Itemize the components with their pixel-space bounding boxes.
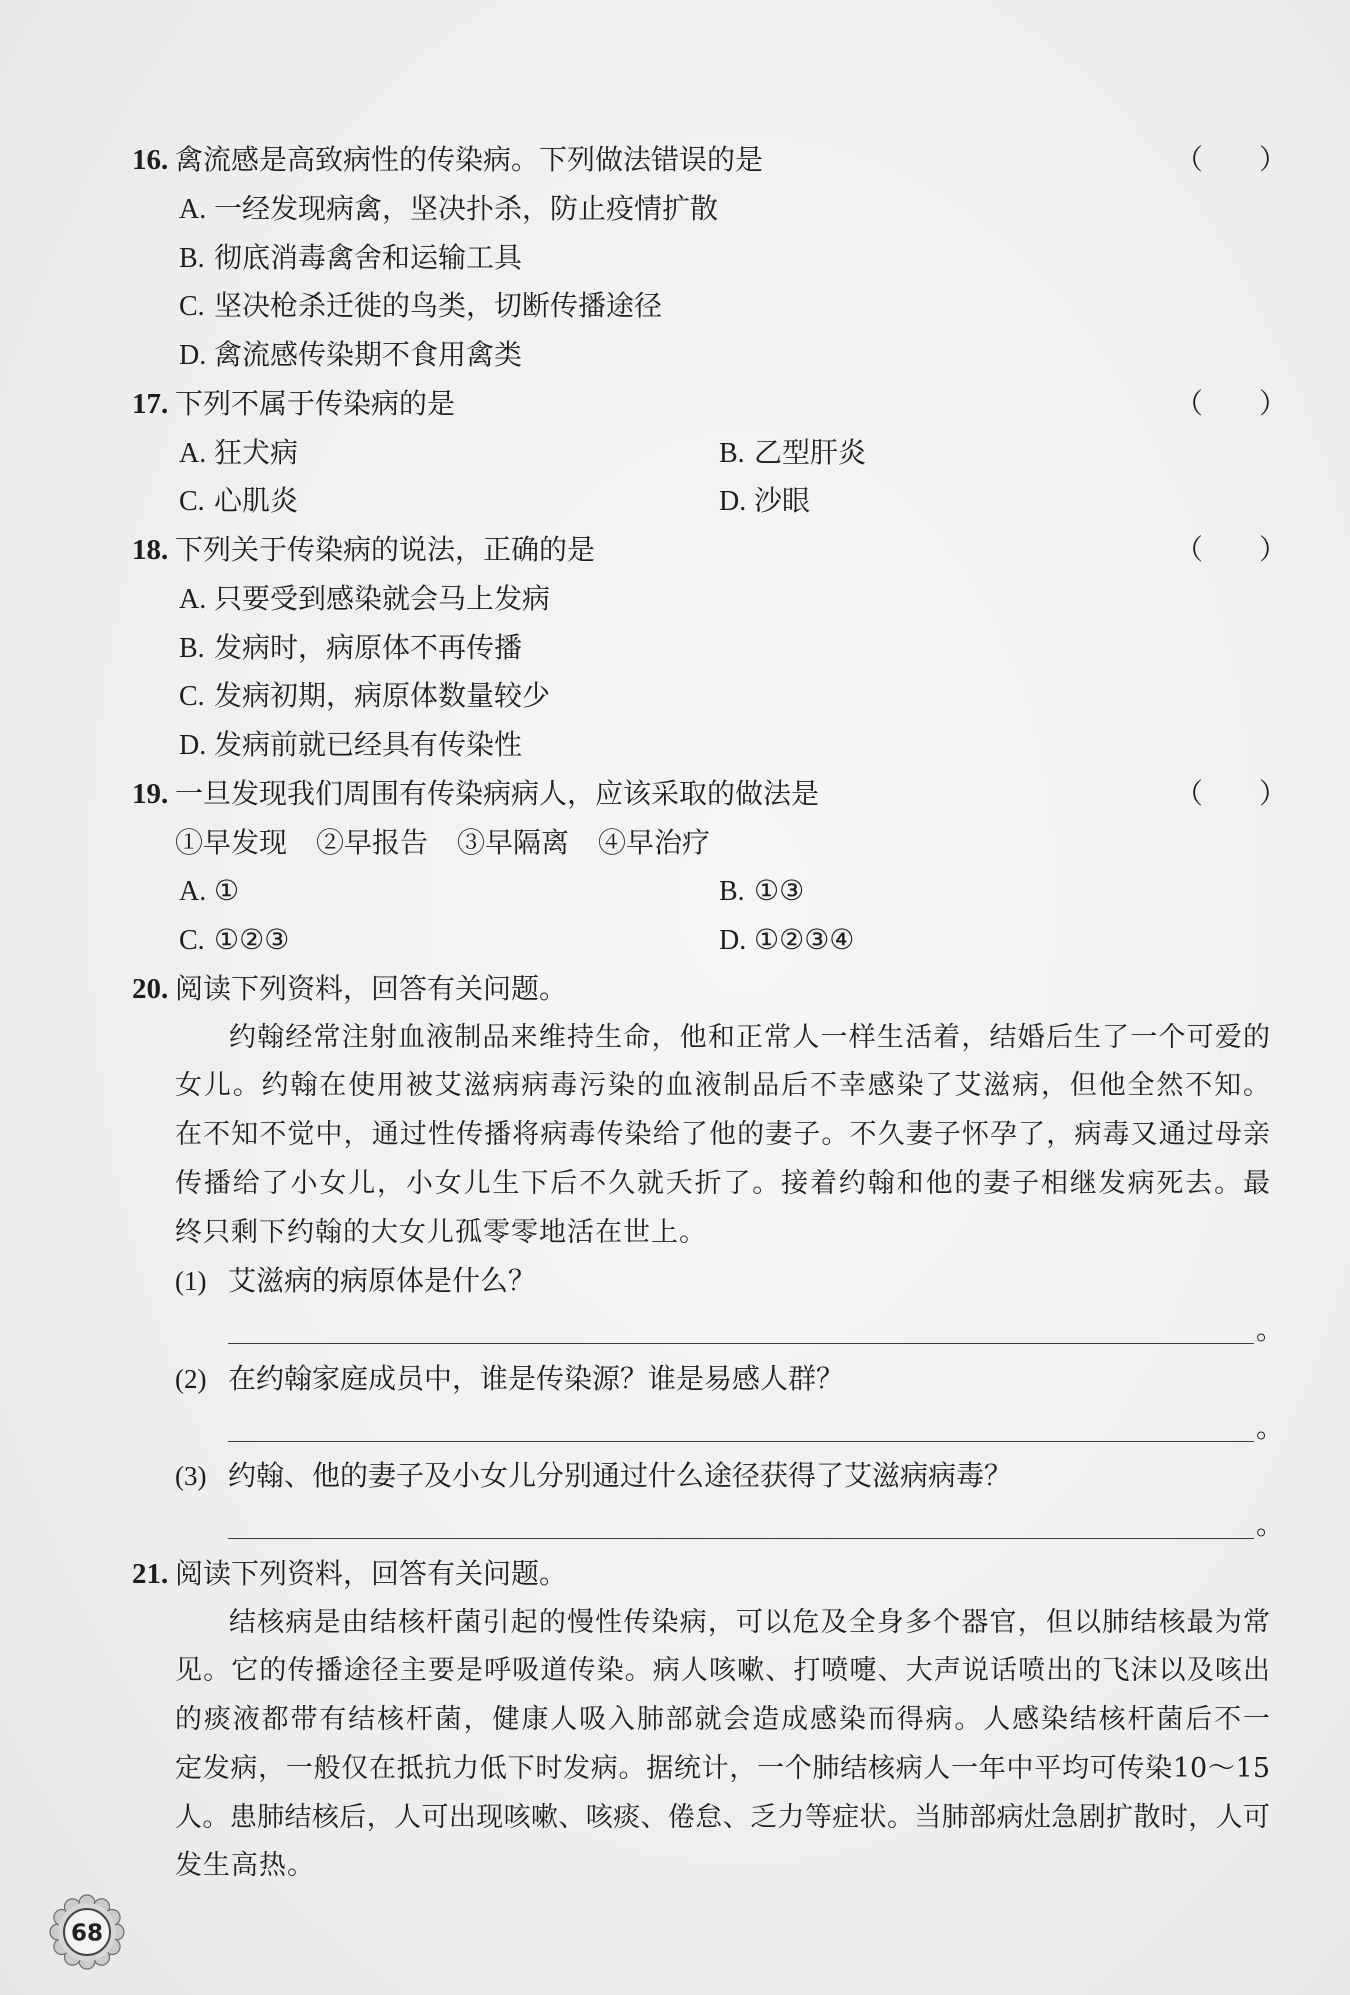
option-text: 坚决枪杀迁徙的鸟类，切断传播途径 <box>214 289 663 323</box>
option-b <box>719 867 804 917</box>
option-text: ①②③④ <box>754 923 855 956</box>
question-number: 19. <box>132 777 169 810</box>
end-mark: 。 <box>1256 1313 1285 1346</box>
option-row <box>132 867 1292 916</box>
option-text: 一经发现病禽，坚决扑杀，防止疫情扩散 <box>214 191 719 225</box>
option-row <box>132 477 1292 526</box>
option-label: C. <box>179 681 205 713</box>
material-line: 约翰经常注射血液制品来维持生命，他和正常人一样生活着，结婚后生了一个可爱的 <box>229 1021 1270 1053</box>
sub-question-text: 在约翰家庭成员中，谁是传染源？谁是易感人群？ <box>228 1361 845 1395</box>
option-text: 只要受到感染就会马上发病 <box>214 581 551 615</box>
option-text: 发病时，病原体不再传播 <box>214 630 523 664</box>
option-row <box>132 282 1292 331</box>
answer-blank-line <box>228 1501 1254 1539</box>
option-label: A. <box>179 876 207 908</box>
option-text: 乙型肝炎 <box>754 435 867 469</box>
material-line: 女儿。约翰在使用被艾滋病病毒污染的血液制品后不幸感染了艾滋病，但他全然不知。 <box>175 1070 1270 1102</box>
answer-bracket: （ ） <box>1175 386 1288 420</box>
statement-2: ②早报告 <box>316 825 429 859</box>
statement-4: ④早治疗 <box>598 825 711 859</box>
end-mark: 。 <box>1256 1508 1285 1541</box>
answer-bracket: （ ） <box>1175 776 1288 810</box>
option-label: B. <box>719 876 745 908</box>
option-label: D. <box>719 486 747 518</box>
option-row <box>132 575 1292 624</box>
material-line: 见。它的传播途径主要是呼吸道传染。病人咳嗽、打喷嚏、大声说话喷出的飞沫以及咳出 <box>175 1655 1270 1687</box>
option-d <box>719 916 854 966</box>
option-label: D. <box>719 925 747 956</box>
question-number: 21. <box>132 1557 169 1590</box>
option-row <box>132 916 1292 965</box>
material-line: 定发病，一般仅在抵抗力低下时发病。据统计，一个肺结核病人一年中平均可传染10～15 <box>175 1752 1270 1784</box>
option-label: B. <box>179 242 205 274</box>
option-label: C. <box>179 486 205 518</box>
option-text: 禽流感传染期不食用禽类 <box>214 338 523 371</box>
option-row <box>132 429 1292 478</box>
end-mark: 。 <box>1256 1410 1285 1444</box>
option-text: ① <box>214 874 240 908</box>
answer-blank-line <box>228 1306 1254 1344</box>
option-c <box>179 282 662 332</box>
sub-question-text: 艾滋病的病原体是什么？ <box>228 1264 537 1298</box>
option-text: 沙眼 <box>754 484 811 518</box>
questions-area <box>132 136 1292 1891</box>
sub-question-text: 约翰、他的妻子及小女儿分别通过什么途径获得了艾滋病病毒？ <box>228 1459 1013 1493</box>
option-text: 狂犬病 <box>214 435 299 469</box>
material-line: 终只剩下约翰的大女儿孤零零地活在世上。 <box>175 1216 707 1248</box>
page-number-badge <box>47 1892 127 1972</box>
sub-question <box>175 1355 844 1404</box>
option-label: B. <box>179 632 205 664</box>
material-line: 在不知不觉中，通过性传播将病毒传染给了他的妻子。不久妻子怀孕了，病毒又通过母亲 <box>175 1119 1270 1150</box>
option-label: D. <box>179 730 207 761</box>
question-17-row <box>132 380 1292 429</box>
material-line: 发生高热。 <box>175 1850 315 1882</box>
option-label: A. <box>179 193 207 225</box>
option-a <box>179 185 718 235</box>
sub-question-label: (1) <box>175 1266 207 1297</box>
option-b <box>179 624 522 674</box>
statement-row <box>132 819 1292 868</box>
question-number: 17. <box>132 387 169 420</box>
question-text: 阅读下列资料，回答有关问题。 <box>175 1556 568 1590</box>
option-label: C. <box>179 291 205 323</box>
statement-1: ①早发现 <box>175 825 288 859</box>
option-text: 发病前就已经具有传染性 <box>214 728 523 761</box>
option-d <box>179 331 522 381</box>
option-b <box>179 234 522 284</box>
option-text: 心肌炎 <box>214 484 299 518</box>
option-a <box>179 429 298 479</box>
option-row <box>132 721 1292 770</box>
option-row <box>132 331 1292 380</box>
answer-line-row <box>132 1404 1292 1453</box>
answer-line-row <box>132 1306 1292 1355</box>
question-number: 20. <box>132 972 169 1005</box>
question-19-row <box>132 770 1292 819</box>
option-label: C. <box>179 925 205 956</box>
sub-question <box>175 1452 1012 1501</box>
option-d <box>179 721 522 771</box>
statement-list <box>175 819 739 868</box>
statement-3: ③早隔离 <box>457 825 570 859</box>
option-label: D. <box>179 340 207 371</box>
question-21-row <box>132 1550 1292 1599</box>
question-text: 阅读下列资料，回答有关问题。 <box>175 971 568 1005</box>
answer-bracket: （ ） <box>1175 143 1288 176</box>
question-16-row <box>132 136 1292 185</box>
option-row <box>132 234 1292 283</box>
sub-question <box>175 1257 536 1306</box>
answer-bracket: （ ） <box>1175 533 1288 566</box>
option-row <box>132 672 1292 721</box>
question-text: 禽流感是高致病性的传染病。下列做法错误的是 <box>175 143 764 176</box>
option-text: ①②③ <box>214 923 290 956</box>
sub-question-3 <box>132 1452 1292 1501</box>
option-label: B. <box>719 437 745 469</box>
material-line: 的痰液都带有结核杆菌，健康人吸入肺部就会造成感染而得病。人感染结核杆菌后不一 <box>175 1704 1270 1735</box>
material-line: 人。患肺结核后，人可出现咳嗽、咳痰、倦怠、乏力等症状。当肺部病灶急剧扩散时，人可 <box>175 1801 1270 1833</box>
option-text: ①③ <box>754 874 805 908</box>
question-number: 18. <box>132 534 169 566</box>
question-20-row <box>132 965 1292 1014</box>
option-c <box>179 477 298 527</box>
option-label: A. <box>179 583 207 615</box>
option-label: A. <box>179 437 207 469</box>
page-number: 68 <box>70 1920 104 1947</box>
option-c <box>179 672 550 722</box>
question-text: 下列不属于传染病的是 <box>175 386 456 420</box>
question-18-row <box>132 526 1292 575</box>
option-d <box>719 477 810 527</box>
question-number: 16. <box>132 144 169 176</box>
option-a <box>179 575 550 625</box>
sub-question-2 <box>132 1355 1292 1404</box>
option-a <box>179 867 239 917</box>
answer-blank-line <box>228 1404 1254 1442</box>
option-row <box>132 624 1292 673</box>
option-text: 彻底消毒禽舍和运输工具 <box>214 240 523 274</box>
sub-question-1 <box>132 1257 1292 1306</box>
material-line: 结核病是由结核杆菌引起的慢性传染病，可以危及全身多个器官，但以肺结核最为常 <box>229 1606 1270 1638</box>
sub-question-label: (2) <box>175 1363 207 1394</box>
question-text: 一旦发现我们周围有传染病病人，应该采取的做法是 <box>175 776 820 810</box>
question-text: 下列关于传染病的说法，正确的是 <box>175 533 596 566</box>
answer-line-row <box>132 1501 1292 1550</box>
option-row <box>132 185 1292 234</box>
option-b <box>719 429 866 479</box>
option-text: 发病初期，病原体数量较少 <box>214 679 551 713</box>
option-c <box>179 916 289 966</box>
sub-question-label: (3) <box>175 1461 207 1492</box>
material-line: 传播给了小女儿，小女儿生下后不久就夭折了。接着约翰和他的妻子相继发病死去。最 <box>175 1167 1270 1199</box>
